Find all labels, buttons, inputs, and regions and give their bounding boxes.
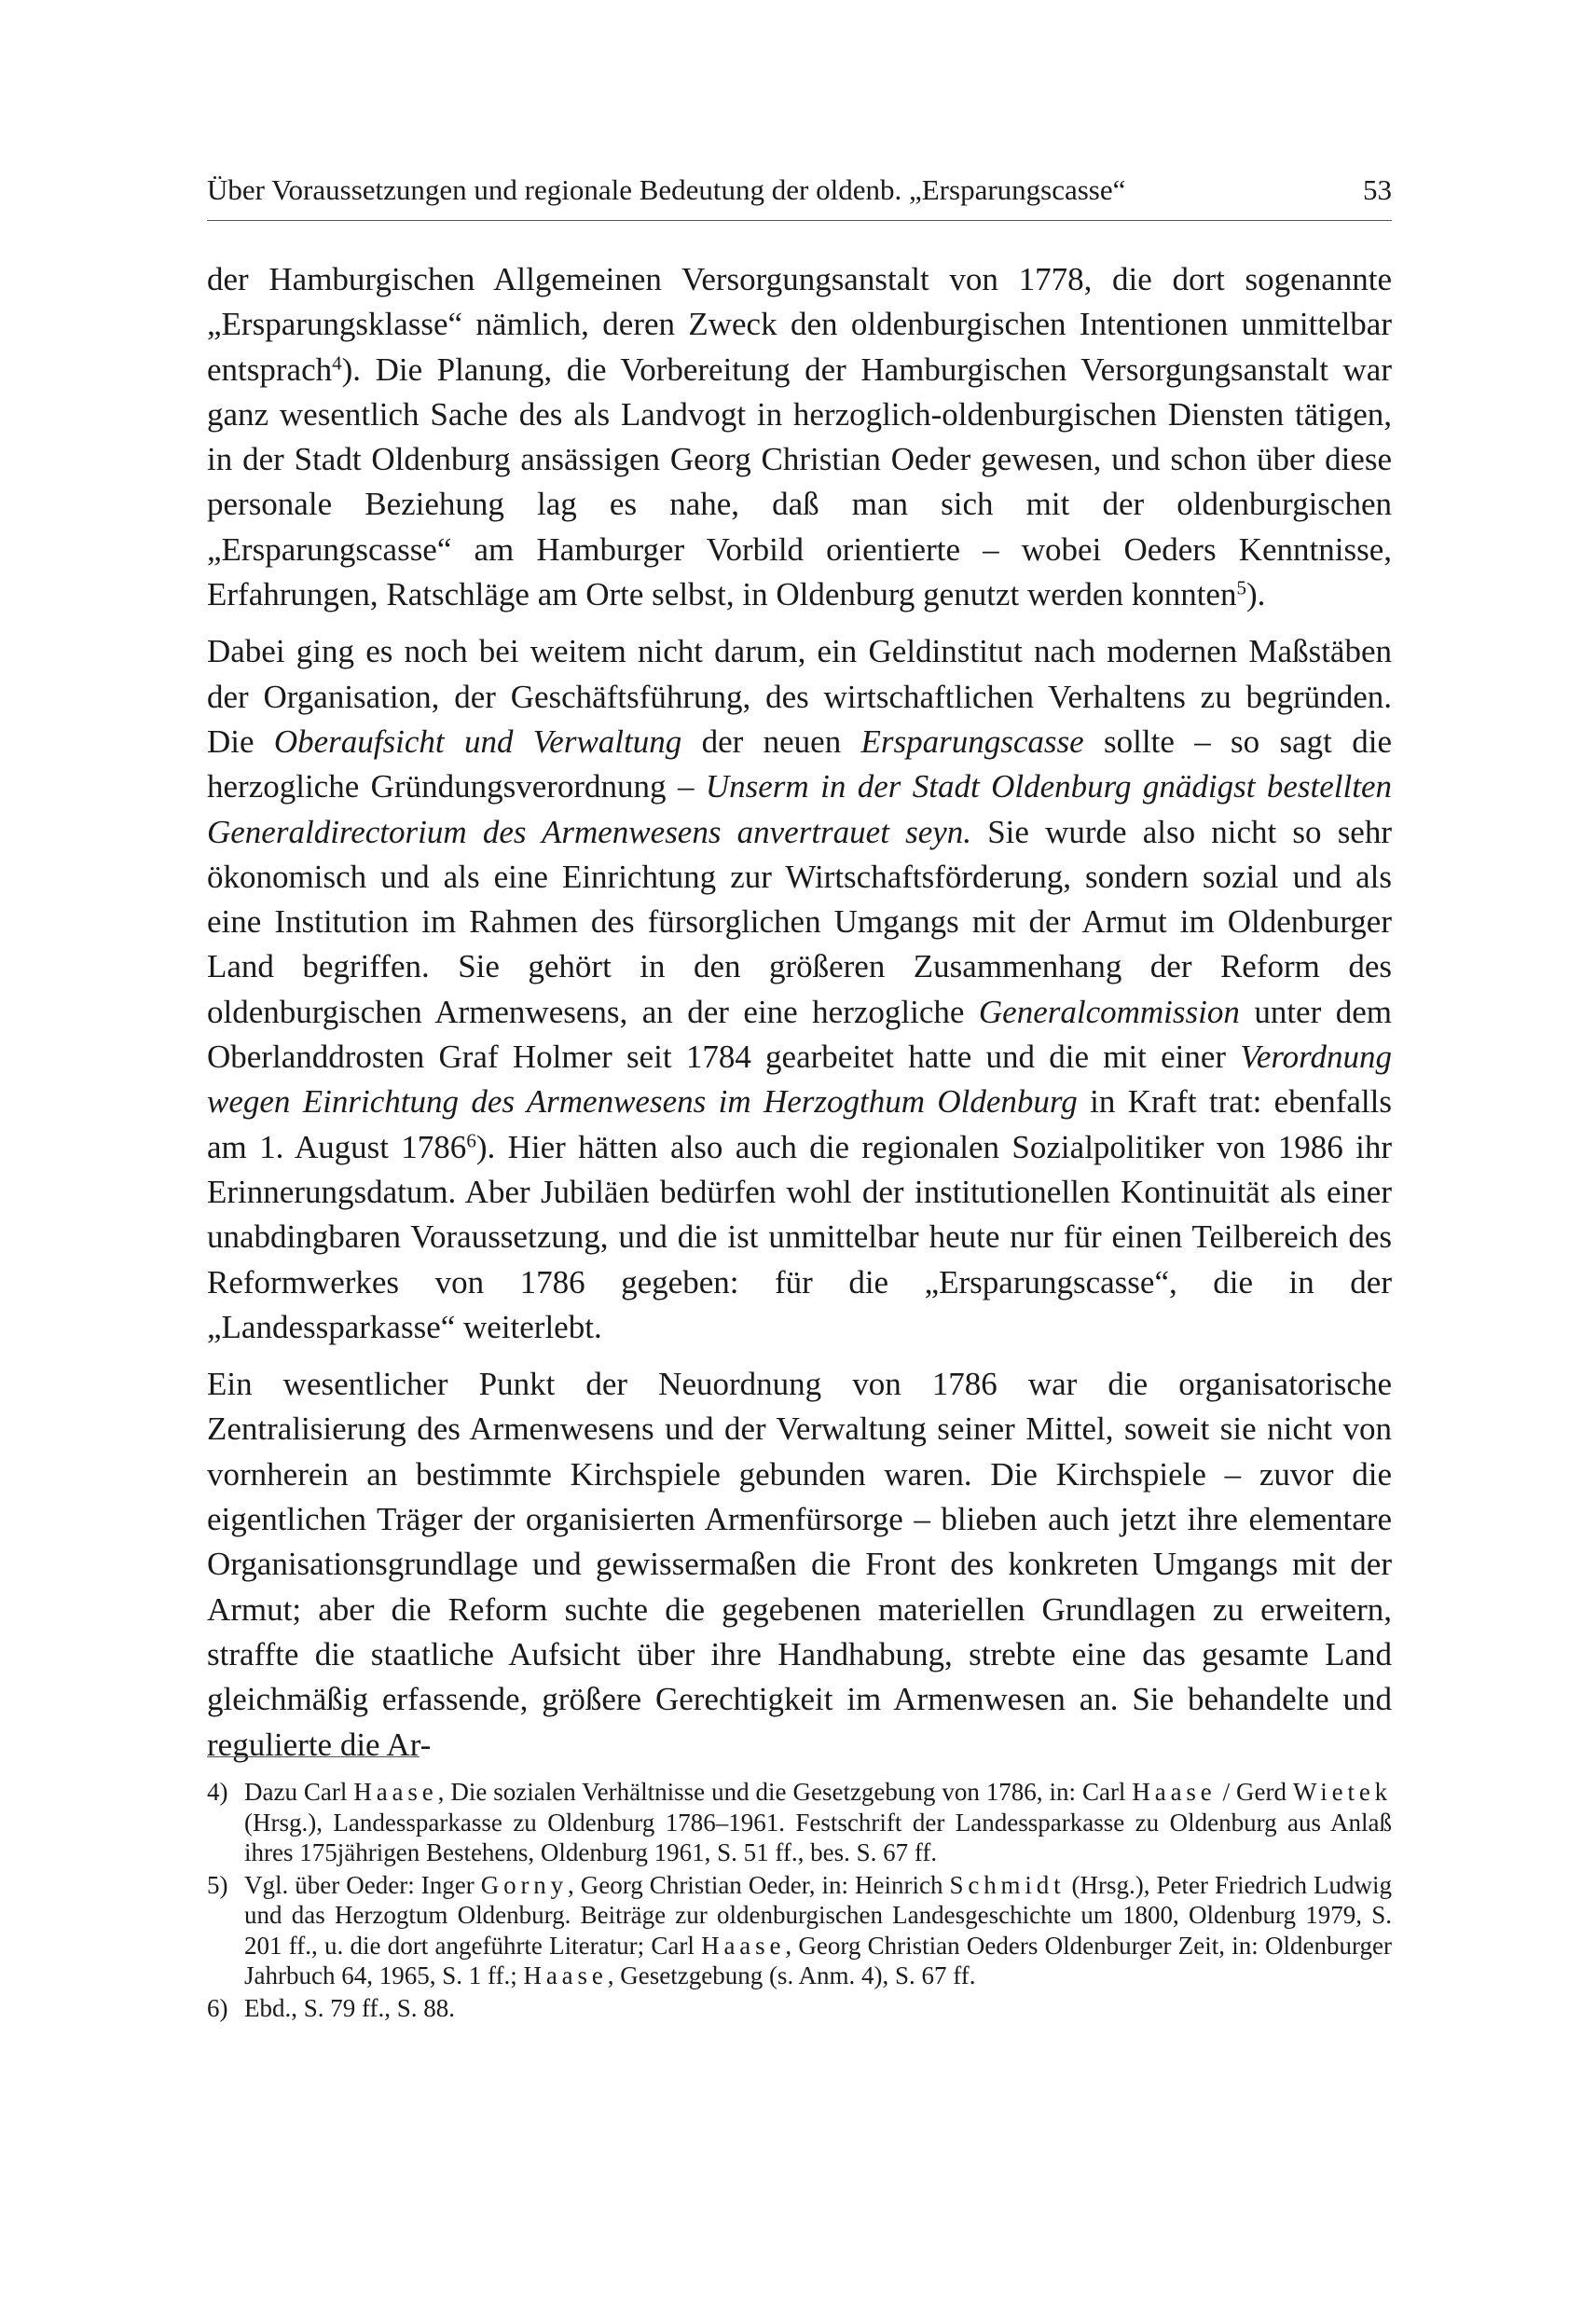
- italic-text: Ersparungscasse: [860, 722, 1084, 760]
- text-run: unter dem Oberlanddrosten Graf Holmer seit 1784 gearbeitet hatte und die mit einer: [207, 993, 1392, 1076]
- text-run: Dazu Carl: [244, 1778, 354, 1806]
- text-run: , Georg Christian Oeder, in: Heinrich: [568, 1870, 950, 1899]
- text-run: , Gesetzgebung (s. Anm. 4), S. 67 ff.: [607, 1961, 976, 1989]
- text-run: (Hrsg.), Peter Friedrich Ludwig und das Herzogtum Oldenburg. Beiträge zur oldenburgischen Landesgeschichte um 1800, Oldenburg 1979, S. 201 ff., u. die dort angeführte Literatur; Carl: [244, 1870, 1392, 1960]
- author-name: Schmidt: [949, 1870, 1066, 1899]
- footnote-ref: 4: [332, 351, 342, 375]
- author-name: Haase: [1132, 1778, 1217, 1806]
- footnote-ref: 5: [1236, 576, 1246, 599]
- italic-text: Verordnung wegen Einrichtung des Armenwesens im Herzogthum Oldenburg: [207, 1039, 1392, 1121]
- text-run: sollte – so sagt die herzogliche Gründungsverordnung –: [207, 722, 1392, 805]
- footnote-text: [244, 1777, 1392, 1868]
- running-title: Über Voraussetzungen und regionale Bedeutung der oldenb. „Ersparungscasse“: [207, 173, 1126, 206]
- body-paragraph: [207, 257, 1392, 617]
- text-run: ). Hier hätten also auch die regionalen Sozialpolitiker von 1986 ihr Erinnerungsdatum. Aber Jubiläen bedürfen wohl der institutionellen Kontinuität als einer unabdingbaren Voraussetzung, und die ist unmittelbar heute nur für einen Teilbereich des Reformwerkes von 1786 gegeben: für die „Ersparungscasse“, die in der „Landessparkasse“ weiterlebt.: [207, 1128, 1392, 1345]
- footnotes: [207, 1777, 1392, 2025]
- footnote: [207, 1777, 1392, 1868]
- text-run: Sie wurde also nicht so sehr ökonomisch und als eine Einrichtung zur Wirtschaftsförderung, sondern sozial und als eine Institution im Rahmen des fürsorglichen Umgangs mit der Armut im Oldenburger Land begriffen. Sie gehört in den größeren Zusammenhang der Reform des oldenburgischen Armenwesens, an der eine herzogliche: [207, 813, 1392, 1030]
- footnote-ref: 6: [466, 1129, 476, 1152]
- footnote-text: [244, 1870, 1392, 1991]
- author-name: Haase: [353, 1778, 438, 1806]
- text-run: , Georg Christian Oeders Oldenburger Zeit, in: Oldenburger Jahrbuch 64, 1965, S. 1 ff.;: [244, 1931, 1392, 1989]
- footnote-number: 4): [207, 1778, 228, 1806]
- text-run: in Kraft trat: ebenfalls am 1. August 1786: [207, 1083, 1392, 1165]
- italic-text: Oberaufsicht und Verwaltung: [273, 722, 682, 760]
- text-run: ).: [1245, 576, 1266, 613]
- author-name: Wietek: [1292, 1778, 1393, 1806]
- text-run: Ebd., S. 79 ff., S. 88.: [244, 1993, 456, 2022]
- footnote-text: [244, 1993, 1392, 2024]
- author-name: Gorny: [480, 1870, 569, 1899]
- footnote: [207, 1993, 1392, 2024]
- italic-text: Unserm in der Stadt Oldenburg gnädigst bestellten Generaldirectorium des Armenwesens anvertrauet seyn.: [207, 768, 1392, 850]
- header-rule: [207, 220, 1392, 221]
- text-run: der neuen: [681, 722, 861, 760]
- text-run: (Hrsg.), Landessparkasse zu Oldenburg 1786–1961. Festschrift der Landessparkasse zu Oldenburg aus Anlaß ihres 175jährigen Bestehens, Oldenburg 1961, S. 51 ff., bes. S. 67 ff.: [244, 1808, 1392, 1866]
- italic-text: Generalcommission: [978, 993, 1240, 1030]
- running-header: [207, 173, 1392, 214]
- text-run: der Hamburgischen Allgemeinen Versorgungsanstalt von 1778, die dort sogenannte „Ersparungsklasse“ nämlich, deren Zweck den oldenburgischen Intentionen unmittelbar entsprach: [207, 261, 1392, 388]
- footnote-rule: [207, 1756, 420, 1757]
- author-name: Haase: [523, 1961, 608, 1989]
- footnote-number: 5): [207, 1870, 228, 1899]
- body-text: [207, 257, 1392, 1780]
- body-paragraph: [207, 1362, 1392, 1768]
- text-run: , Die sozialen Verhältnisse und die Gesetzgebung von 1786, in: Carl: [437, 1778, 1133, 1806]
- footnote-number: 6): [207, 1993, 228, 2022]
- page-number: 53: [1363, 173, 1392, 206]
- text-run: Vgl. über Oeder: Inger: [244, 1870, 481, 1899]
- body-paragraph: [207, 629, 1392, 1350]
- author-name: Haase: [701, 1931, 786, 1960]
- text-run: Ein wesentlicher Punkt der Neuordnung von 1786 war die organisatorische Zentralisierung des Armenwesens und der Verwaltung seiner Mittel, soweit sie nicht von vornherein an bestimmte Kirchspiele gebunden waren. Die Kirchspiele – zuvor die eigentlichen Träger der organisierten Armenfürsorge – blieben auch jetzt ihre elementare Organisationsgrundlage und gewissermaßen die Front des konkreten Umgangs mit der Armut; aber die Reform suchte die gegebenen materiellen Grundlagen zu erweitern, straffte die staatliche Aufsicht über ihre Handhabung, strebte eine das gesamte Land gleichmäßig erfassende, größere Gerechtigkeit im Armenwesen an. Sie behandelte und regulierte die Ar-: [207, 1366, 1392, 1763]
- text-run: ). Die Planung, die Vorbereitung der Hamburgischen Versorgungsanstalt war ganz wesentlich Sache des als Landvogt in herzoglich-oldenburgischen Diensten tätigen, in der Stadt Oldenburg ansässigen Georg Christian Oeder gewesen, und schon über diese personale Beziehung lag es nahe, daß man sich mit der oldenburgischen „Ersparungscasse“ am Hamburger Vorbild orientierte – wobei Oeders Kenntnisse, Erfahrungen, Ratschläge am Orte selbst, in Oldenburg genutzt werden konnten: [207, 351, 1392, 613]
- footnote: [207, 1870, 1392, 1991]
- text-run: Dabei ging es noch bei weitem nicht darum, ein Geldinstitut nach modernen Maßstäben der Organisation, der Geschäftsführung, des wirtschaftlichen Verhaltens zu begründen. Die: [207, 633, 1392, 760]
- text-run: / Gerd: [1216, 1778, 1293, 1806]
